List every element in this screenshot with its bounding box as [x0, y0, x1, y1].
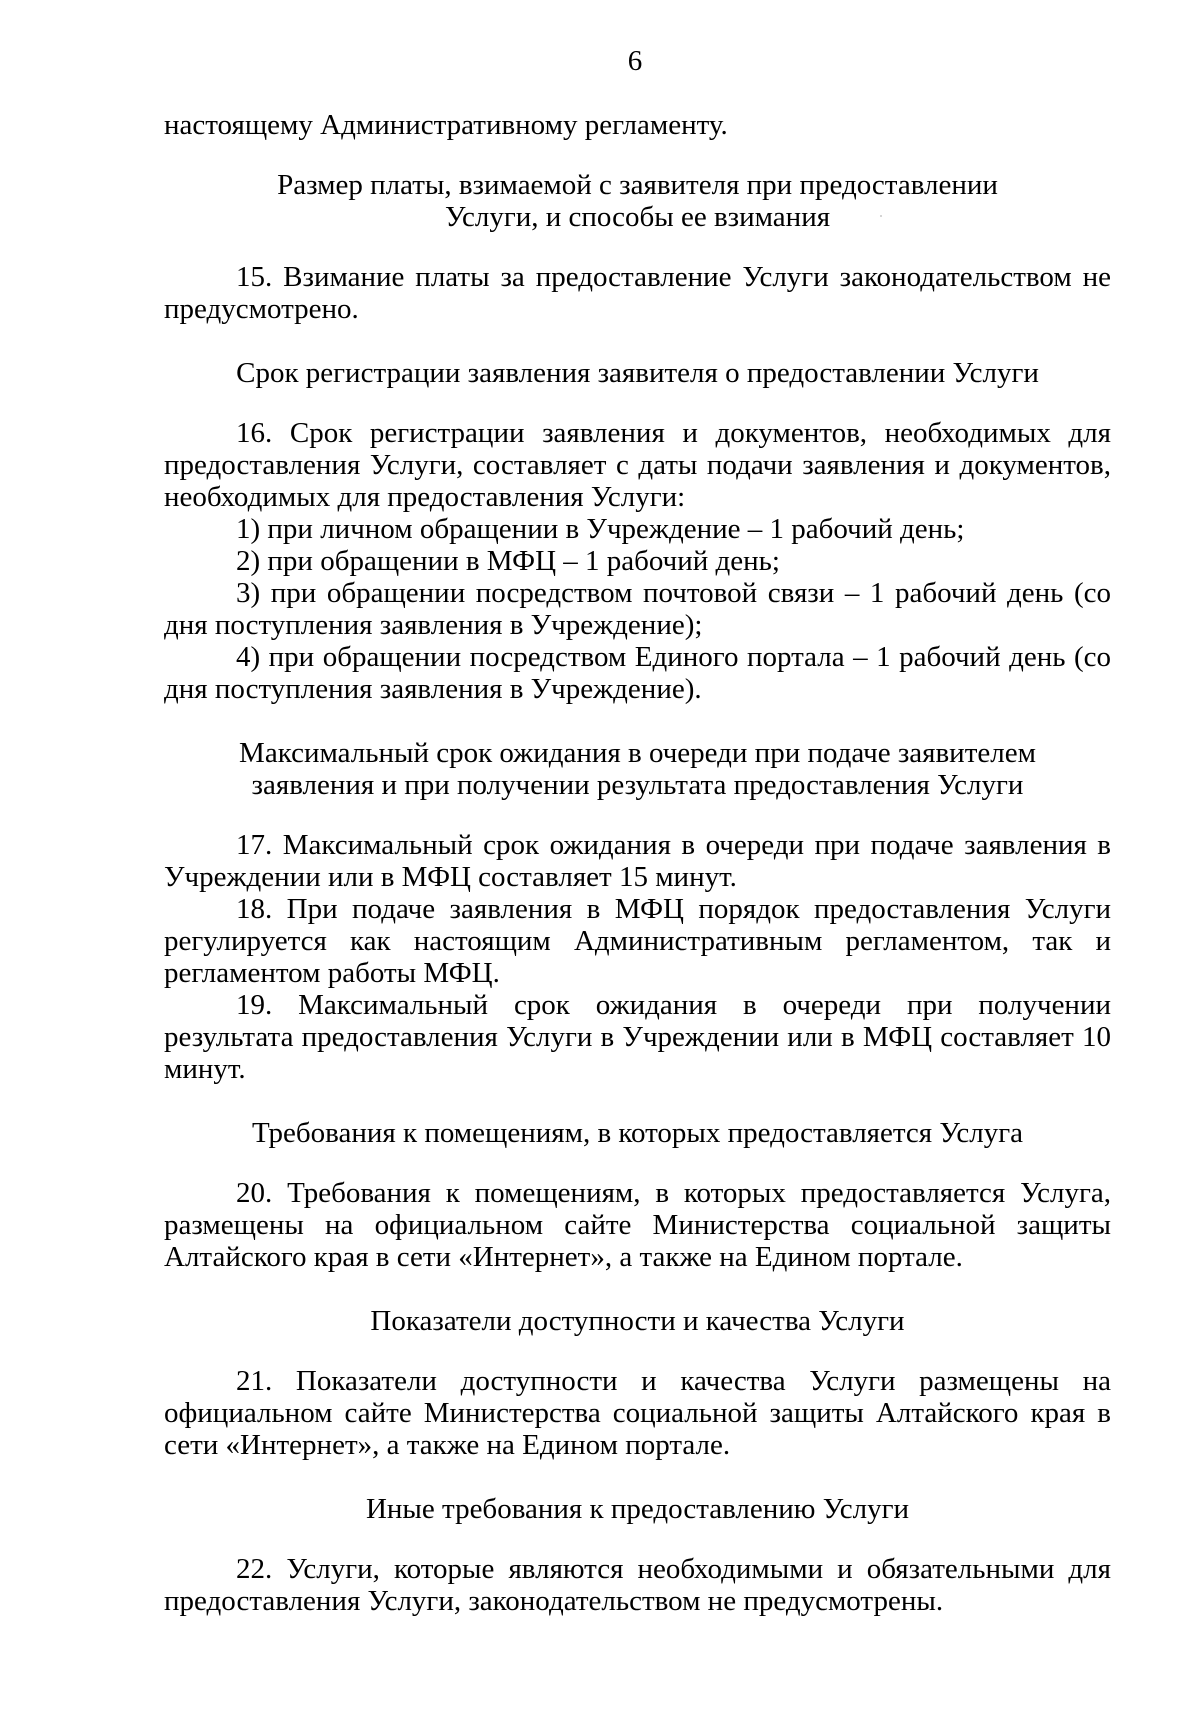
list-item-4: 4) при обращении посредством Единого портала – 1 рабочий день (со дня поступления заявления в Учреждение).: [164, 641, 1111, 705]
heading-line: Максимальный срок ожидания в очереди при подаче заявителем: [239, 737, 1036, 769]
page-number: 6: [627, 45, 643, 77]
intro-line: настоящему Административному регламенту.: [164, 109, 728, 141]
paragraph-15: 15. Взимание платы за предоставление Услуги законодательством не предусмотрено.: [164, 261, 1111, 325]
paragraph-18: 18. При подаче заявления в МФЦ порядок предоставления Услуги регулируется как настоящим Административным регламентом, так и регламентом работы МФЦ.: [164, 893, 1111, 989]
section-heading-fee: [164, 169, 1111, 233]
paragraph-22: 22. Услуги, которые являются необходимыми и обязательными для предоставления Услуги, законодательством не предусмотрены.: [164, 1553, 1111, 1617]
paragraph-21: 21. Показатели доступности и качества Услуги размещены на официальном сайте Министерства социальной защиты Алтайского края в сети «Интернет», а также на Едином портале.: [164, 1365, 1111, 1461]
paragraph-17: 17. Максимальный срок ожидания в очереди при подаче заявления в Учреждении или в МФЦ составляет 15 минут.: [164, 829, 1111, 893]
list-item-2: 2) при обращении в МФЦ – 1 рабочий день;: [236, 545, 780, 577]
list-item-1: 1) при личном обращении в Учреждение – 1 рабочий день;: [236, 513, 965, 545]
list-item-3: 3) при обращении посредством почтовой связи – 1 рабочий день (со дня поступления заявления в Учреждение);: [164, 577, 1111, 641]
heading-line: Услуги, и способы ее взимания: [444, 201, 831, 233]
heading-line: Иные требования к предоставлению Услуги: [365, 1493, 910, 1525]
section-heading-premises: [164, 1117, 1111, 1149]
section-heading-other-requirements: [164, 1493, 1111, 1525]
paragraph-16: 16. Срок регистрации заявления и документов, необходимых для предоставления Услуги, составляет с даты подачи заявления и документов, необходимых для предоставления Услуги:: [164, 417, 1111, 513]
section-heading-waiting-time: [164, 737, 1111, 801]
document-body: [164, 109, 1111, 1617]
section-heading-quality-indicators: [164, 1305, 1111, 1337]
heading-line: Размер платы, взимаемой с заявителя при предоставлении: [277, 169, 998, 201]
heading-line: Показатели доступности и качества Услуги: [370, 1305, 905, 1337]
paragraph-20: 20. Требования к помещениям, в которых предоставляется Услуга, размещены на официальном сайте Министерства социальной защиты Алтайского края в сети «Интернет», а также на Едином портале.: [164, 1177, 1111, 1273]
heading-line: Требования к помещениям, в которых предоставляется Услуга: [251, 1117, 1024, 1149]
paragraph-19: 19. Максимальный срок ожидания в очереди при получении результата предоставления Услуги в Учреждении или в МФЦ составляет 10 минут.: [164, 989, 1111, 1085]
heading-line: Срок регистрации заявления заявителя о предоставлении Услуги: [236, 357, 1039, 389]
section-heading-registration: [164, 357, 1111, 389]
heading-line: заявления и при получении результата предоставления Услуги: [251, 769, 1024, 801]
